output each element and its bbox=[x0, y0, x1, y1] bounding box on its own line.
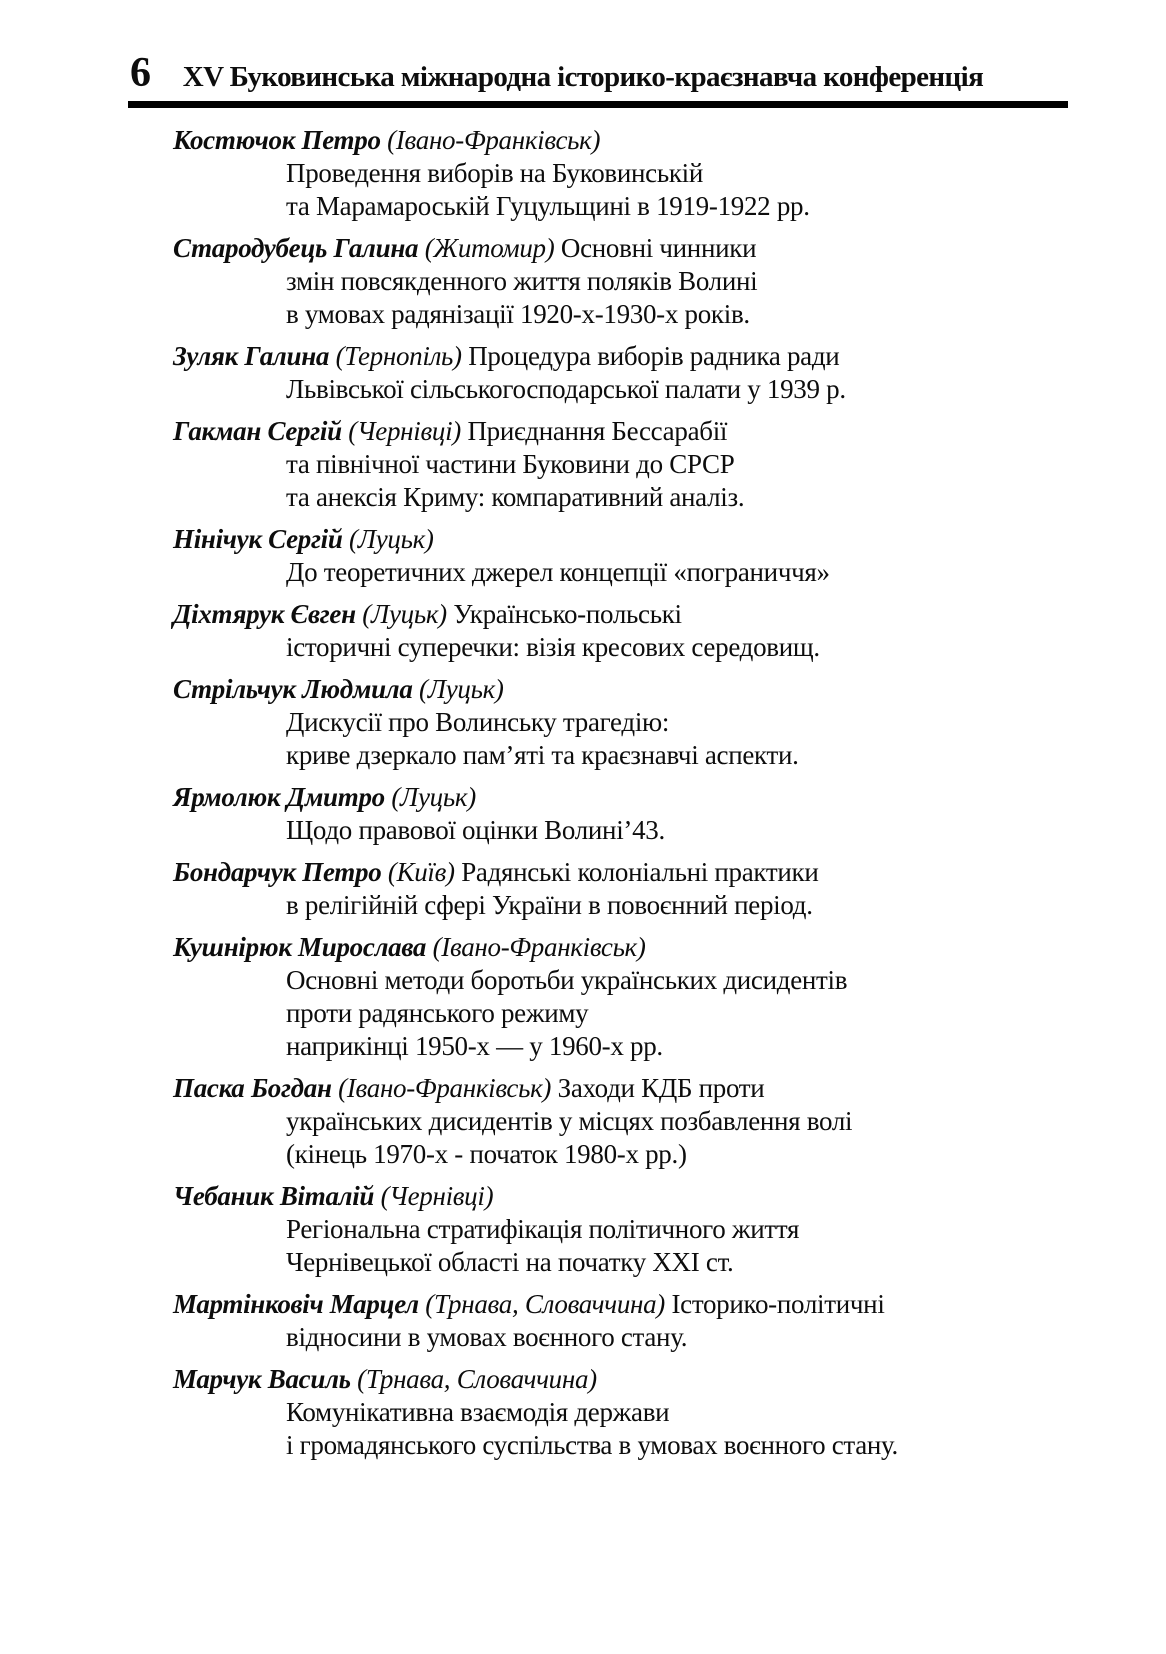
program-entry bbox=[128, 931, 1088, 1063]
talk-title-line: Основні методи боротьби українських дисидентів bbox=[286, 965, 848, 995]
talk-title-inline: Приєднання Бессарабії bbox=[467, 416, 728, 446]
entry-heading-line bbox=[173, 340, 1088, 373]
program-entry bbox=[128, 1180, 1088, 1279]
talk-title-line: Львівської сільськогосподарської палати у 1939 р. bbox=[286, 374, 846, 404]
speaker-name: Бондарчук Петро bbox=[173, 857, 382, 887]
talk-title-inline: Основні чинники bbox=[560, 233, 757, 263]
talk-title-line: проти радянського режиму bbox=[286, 998, 589, 1028]
entry-heading-line bbox=[173, 523, 1088, 556]
speaker-name: Марчук Василь bbox=[173, 1364, 351, 1394]
talk-title-line: відносини в умовах воєнного стану. bbox=[286, 1322, 688, 1352]
entry-heading-line bbox=[173, 232, 1088, 265]
speaker-name: Нінічук Сергій bbox=[173, 524, 343, 554]
talk-title-line: історичні суперечки: візія кресових середовищ. bbox=[286, 632, 820, 662]
program-entry bbox=[128, 856, 1088, 922]
talk-title-line: Дискусії про Волинську трагедію: bbox=[286, 707, 670, 737]
talk-title-inline: Історико-політичні bbox=[671, 1289, 885, 1319]
talk-title-inline: Українсько-польські bbox=[453, 599, 682, 629]
speaker-name: Діхтярук Євген bbox=[173, 599, 356, 629]
program-entry bbox=[128, 598, 1088, 664]
speaker-city: (Івано-Франківськ) bbox=[432, 932, 646, 962]
speaker-name: Кушнірюк Мирослава bbox=[173, 932, 427, 962]
entry-heading-line bbox=[173, 856, 1088, 889]
talk-title-line: та Марамароській Гуцульщині в 1919-1922 рр. bbox=[286, 191, 810, 221]
talk-title-line: До теоретичних джерел концепції «пограниччя» bbox=[286, 557, 830, 587]
talk-title-inline: Процедура виборів радника ради bbox=[468, 341, 840, 371]
talk-title-line: (кінець 1970-х - початок 1980-х рр.) bbox=[286, 1139, 687, 1169]
entry-heading-line bbox=[173, 781, 1088, 814]
talk-title-inline: Заходи КДБ проти bbox=[557, 1073, 765, 1103]
program-entry bbox=[128, 1363, 1088, 1462]
page-header bbox=[0, 0, 1166, 112]
talk-title-line: в релігійній сфері України в повоєнний період. bbox=[286, 890, 813, 920]
speaker-city: (Луцьк) bbox=[362, 599, 447, 629]
speaker-city: (Івано-Франківськ) bbox=[338, 1073, 552, 1103]
speaker-name: Ярмолюк Дмитро bbox=[173, 782, 385, 812]
speaker-city: (Київ) bbox=[387, 857, 455, 887]
speaker-name: Мартінковіч Марцел bbox=[173, 1289, 419, 1319]
speaker-city: (Чернівці) bbox=[380, 1181, 494, 1211]
program-entry bbox=[128, 340, 1088, 406]
speaker-city: (Луцьк) bbox=[419, 674, 504, 704]
speaker-city: (Івано-Франківськ) bbox=[387, 125, 601, 155]
entry-heading-line bbox=[173, 931, 1088, 964]
entry-heading-line bbox=[173, 1072, 1088, 1105]
talk-title-line: Регіональна стратифікація політичного життя bbox=[286, 1214, 800, 1244]
talk-title-line: Чернівецької області на початку XXI ст. bbox=[286, 1247, 734, 1277]
talk-title-line: та анексія Криму: компаративний аналіз. bbox=[286, 482, 745, 512]
speaker-name: Паска Богдан bbox=[173, 1073, 332, 1103]
program-entry bbox=[128, 523, 1088, 589]
speaker-city: (Трнава, Словаччина) bbox=[357, 1364, 597, 1394]
program-entry bbox=[128, 1288, 1088, 1354]
running-head-title: XV Буковинська міжнародна історико-краєзнавча конференція bbox=[182, 61, 984, 93]
talk-title-line: змін повсякденного життя поляків Волині bbox=[286, 266, 758, 296]
header-rule-divider bbox=[128, 101, 1068, 108]
entry-heading-line bbox=[173, 1288, 1088, 1321]
entry-heading-line bbox=[173, 124, 1088, 157]
speaker-name: Чебаник Віталій bbox=[173, 1181, 375, 1211]
talk-title-line: Щодо правової оцінки Волині’43. bbox=[286, 815, 665, 845]
program-entry bbox=[128, 673, 1088, 772]
talk-title-line: українських дисидентів у місцях позбавлення волі bbox=[286, 1106, 853, 1136]
speaker-city: (Тернопіль) bbox=[335, 341, 462, 371]
program-list bbox=[128, 124, 1088, 1471]
entry-heading-line bbox=[173, 673, 1088, 706]
speaker-city: (Луцьк) bbox=[349, 524, 434, 554]
talk-title-inline: Радянські колоніальні практики bbox=[461, 857, 819, 887]
speaker-city: (Чернівці) bbox=[348, 416, 461, 446]
speaker-city: (Луцьк) bbox=[391, 782, 476, 812]
speaker-name: Стрільчук Людмила bbox=[173, 674, 413, 704]
talk-title-line: криве дзеркало пам’яті та краєзнавчі аспекти. bbox=[286, 740, 799, 770]
program-entry bbox=[128, 415, 1088, 514]
program-entry bbox=[128, 1072, 1088, 1171]
talk-title-line: та північної частини Буковини до СРСР bbox=[286, 449, 735, 479]
speaker-name: Гакман Сергій bbox=[173, 416, 342, 446]
program-entry bbox=[128, 232, 1088, 331]
speaker-city: (Житомир) bbox=[424, 233, 555, 263]
talk-title-line: наприкінці 1950-х — у 1960-х рр. bbox=[286, 1031, 663, 1061]
talk-title-line: Комунікативна взаємодія держави bbox=[286, 1397, 670, 1427]
speaker-name: Костючок Петро bbox=[173, 125, 381, 155]
speaker-name: Стародубець Галина bbox=[173, 233, 419, 263]
entry-heading-line bbox=[173, 598, 1088, 631]
talk-title-line: і громадянського суспільства в умовах воєнного стану. bbox=[286, 1430, 899, 1460]
speaker-city: (Трнава, Словаччина) bbox=[425, 1289, 665, 1319]
speaker-name: Зуляк Галина bbox=[173, 341, 330, 371]
talk-title-line: Проведення виборів на Буковинській bbox=[286, 158, 704, 188]
entry-heading-line bbox=[173, 1363, 1088, 1396]
talk-title-line: в умовах радянізації 1920-х-1930-х років. bbox=[286, 299, 750, 329]
page-number: 6 bbox=[130, 50, 151, 96]
program-entry bbox=[128, 781, 1088, 847]
entry-heading-line bbox=[173, 415, 1088, 448]
program-entry bbox=[128, 124, 1088, 223]
entry-heading-line bbox=[173, 1180, 1088, 1213]
